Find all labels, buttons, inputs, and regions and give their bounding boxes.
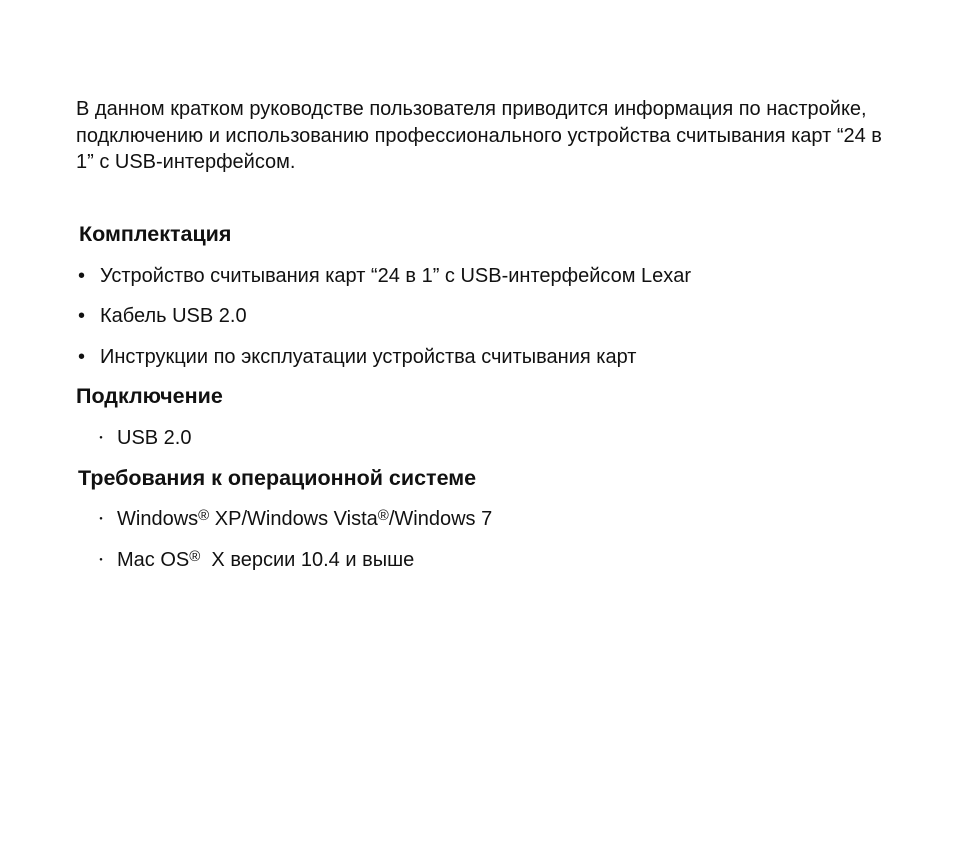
bullet-dot: • bbox=[78, 305, 86, 327]
bullet-dot: ・ bbox=[94, 511, 108, 527]
kit-item-instructions: Инструкции по эксплуатации устройства считывания карт bbox=[100, 346, 637, 368]
heading-kit-contents: Комплектация bbox=[79, 222, 232, 246]
bullet-dot: ・ bbox=[94, 552, 108, 568]
registered-mark: ® bbox=[189, 548, 201, 565]
os-item-windows bbox=[117, 506, 492, 532]
os-mac-text: Mac OS bbox=[117, 549, 190, 571]
heading-os-requirements: Требования к операционной системе bbox=[78, 466, 477, 490]
os-mac-version-text: X версии 10.4 и выше bbox=[200, 549, 415, 571]
intro-paragraph: В данном кратком руководстве пользователя приводится информация по настройке, подключению и использованию профессионального устройства считывания карт “24 в 1” с USB-интерфейсом. bbox=[76, 98, 882, 173]
bullet-dot: ・ bbox=[94, 430, 108, 446]
connection-item-usb: USB 2.0 bbox=[117, 427, 192, 449]
bullet-dot: • bbox=[78, 346, 86, 368]
os-windows7-text: /Windows 7 bbox=[388, 508, 493, 530]
heading-connection: Подключение bbox=[76, 384, 223, 408]
kit-item-card-reader: Устройство считывания карт “24 в 1” с USB-интерфейсом Lexar bbox=[100, 265, 692, 287]
os-item-mac bbox=[117, 547, 414, 573]
os-windows-text: Windows bbox=[117, 508, 199, 530]
registered-mark: ® bbox=[377, 507, 389, 524]
kit-item-usb-cable: Кабель USB 2.0 bbox=[100, 305, 247, 327]
os-windows-vista-text: XP/Windows Vista bbox=[209, 508, 378, 530]
registered-mark: ® bbox=[198, 507, 210, 524]
bullet-dot: • bbox=[78, 265, 86, 287]
